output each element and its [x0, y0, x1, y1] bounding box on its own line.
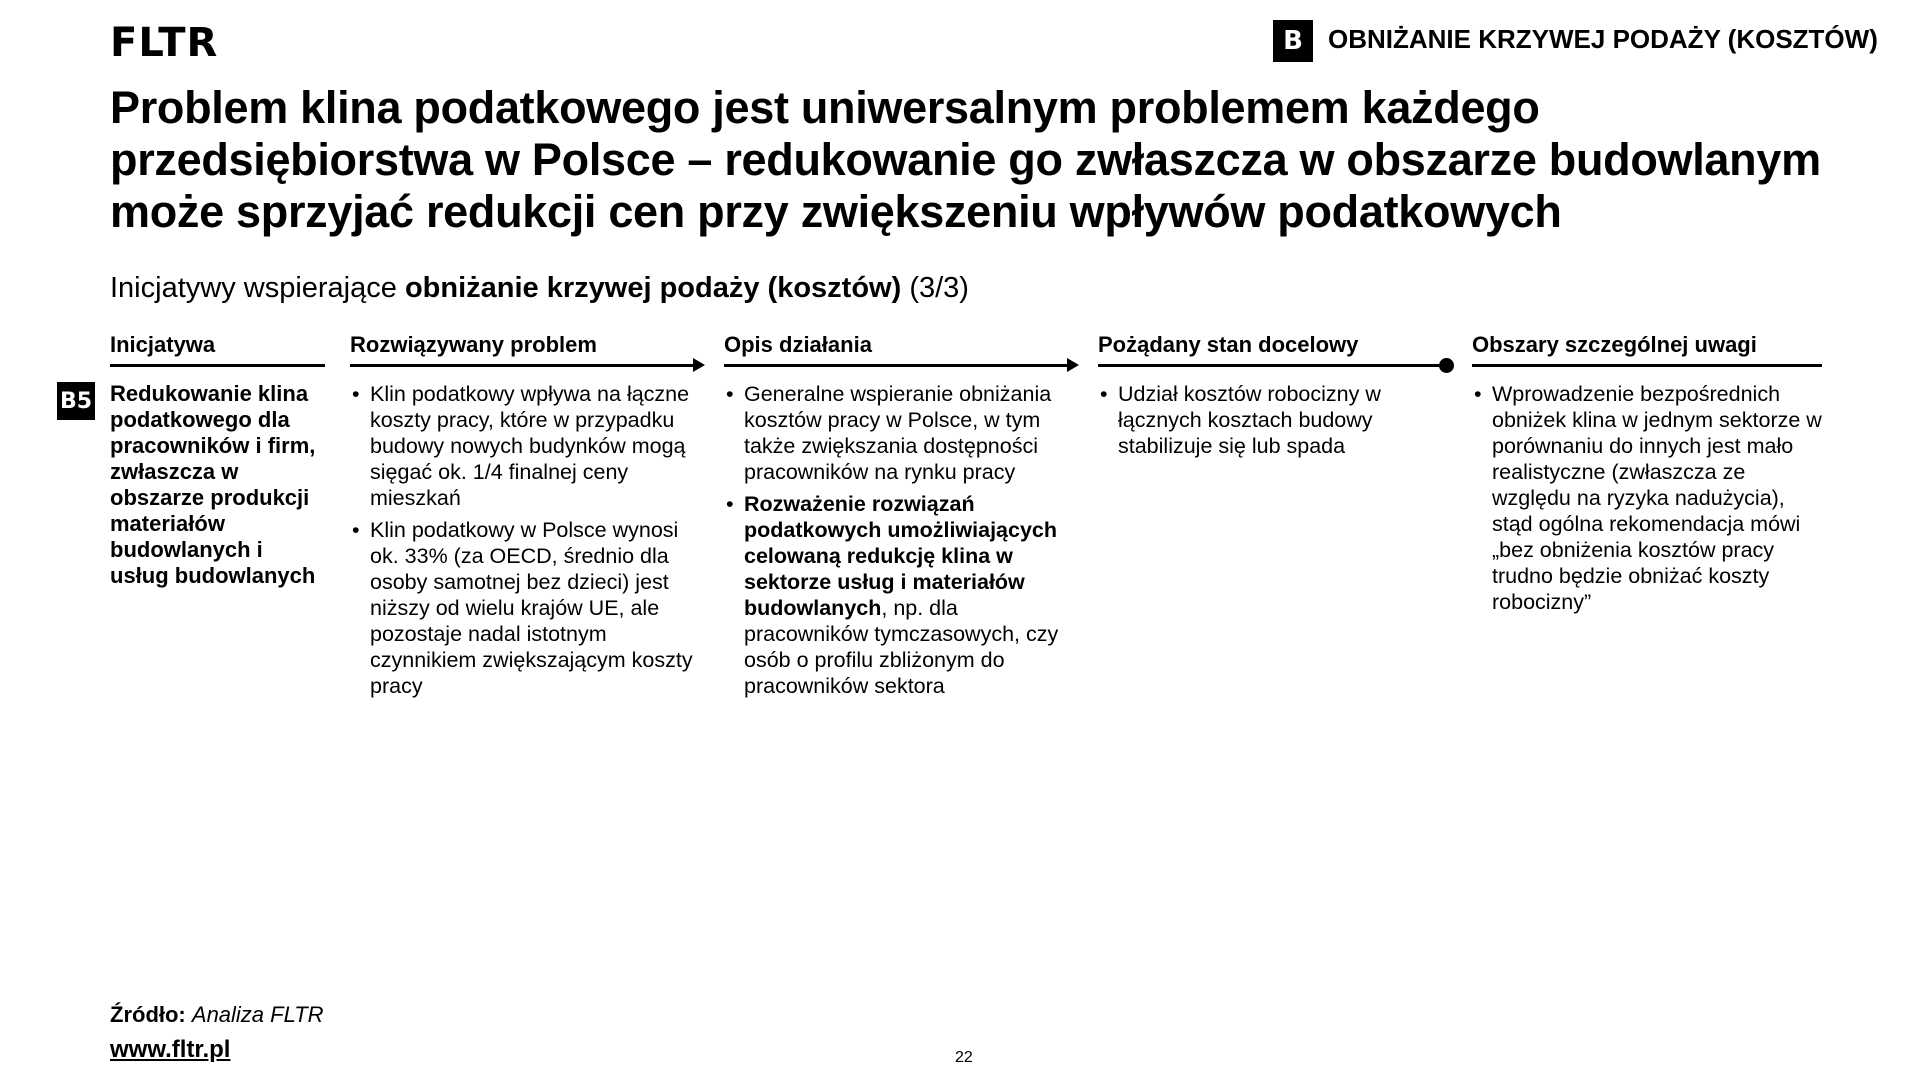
source-note — [110, 1002, 324, 1028]
fltr-logo: FLTR — [110, 20, 219, 66]
column-header-problem: Rozwiązywany problem — [350, 332, 597, 357]
column-header-initiative: Inicjatywa — [110, 332, 216, 357]
problem-item: • Klin podatkowy wpływa na łączne koszty pracy, które w przypadku budowy nowych budynków mogą sięgać ok. 1/4 finalnej ceny mieszkań — [350, 381, 695, 511]
page-title: Problem klina podatkowego jest uniwersalnym problemem każdego przedsiębiorstwa w Polsce – redukowanie go zwłaszcza w obszarze budowlanym może sprzyjać redukcji cen przy zwiększeniu wpływów podatkowych — [110, 82, 1821, 237]
source-label: Źródło: — [110, 1002, 186, 1027]
subtitle — [110, 272, 969, 305]
subtitle-suffix: (3/3) — [901, 272, 969, 304]
problem-item: • Klin podatkowy w Polsce wynosi ok. 33% (za OECD, średnio dla osoby samotnej bez dzieci) jest niższy od wielu krajów UE, ale pozostaje nadal istotnym czynnikiem zwiększającym koszty pracy — [350, 517, 695, 699]
arrow-right-icon — [724, 364, 1069, 367]
column-problem — [350, 330, 695, 705]
column-header-action: Opis działania — [724, 332, 872, 357]
page-number: 22 — [955, 1049, 973, 1066]
column-attention — [1472, 330, 1822, 621]
subtitle-prefix: Inicjatywy wspierające — [110, 272, 405, 304]
action-item — [724, 491, 1069, 699]
website-link[interactable]: www.fltr.pl — [110, 1036, 231, 1063]
column-header-attention: Obszary szczególnej uwagi — [1472, 332, 1757, 357]
subtitle-bold: obniżanie krzywej podaży (kosztów) — [404, 272, 902, 304]
section-badge: B — [1273, 20, 1313, 62]
action-item-rest: , np. dla pracowników tymczasowych, czy osób o profilu zbliżonym do pracowników sektora — [744, 596, 1059, 698]
target-item: • Udział kosztów robocizny w łącznych kosztach budowy stabilizuje się lub spada — [1098, 381, 1446, 459]
action-item: • Generalne wspieranie obniżania kosztów pracy w Polsce, w tym także zwiększania dostępności pracowników na rynku pracy — [724, 381, 1069, 485]
column-rule — [110, 364, 325, 367]
source-value: Analiza FLTR — [191, 1002, 324, 1027]
column-action — [724, 330, 1069, 705]
arrow-right-icon — [350, 364, 695, 367]
column-rule — [1472, 364, 1822, 367]
end-dot-icon — [1098, 364, 1446, 367]
initiative-badge: B5 — [57, 382, 95, 420]
column-initiative — [110, 330, 325, 589]
column-target — [1098, 330, 1446, 465]
section-title: OBNIŻANIE KRZYWEJ PODAŻY (KOSZTÓW) — [1328, 24, 1878, 54]
column-header-target: Pożądany stan docelowy — [1098, 332, 1359, 357]
attention-item: • Wprowadzenie bezpośrednich obniżek klina w jednym sektorze w porównaniu do innych jest mało realistyczne (zwłaszcza ze względu na ryzyka nadużycia), stąd ogólna rekomendacja mówi „bez obniżenia kosztów pracy trudno będzie obniżać koszty robocizny” — [1472, 381, 1822, 615]
initiative-text: Redukowanie klina podatkowego dla pracowników i firm, zwłaszcza w obszarze produkcji materiałów budowlanych i usług budowlanych — [110, 381, 316, 588]
action-item-bold: Rozważenie rozwiązań podatkowych umożliwiających celowaną redukcję klina w sektorze usług i materiałów budowlanych — [744, 492, 1058, 620]
